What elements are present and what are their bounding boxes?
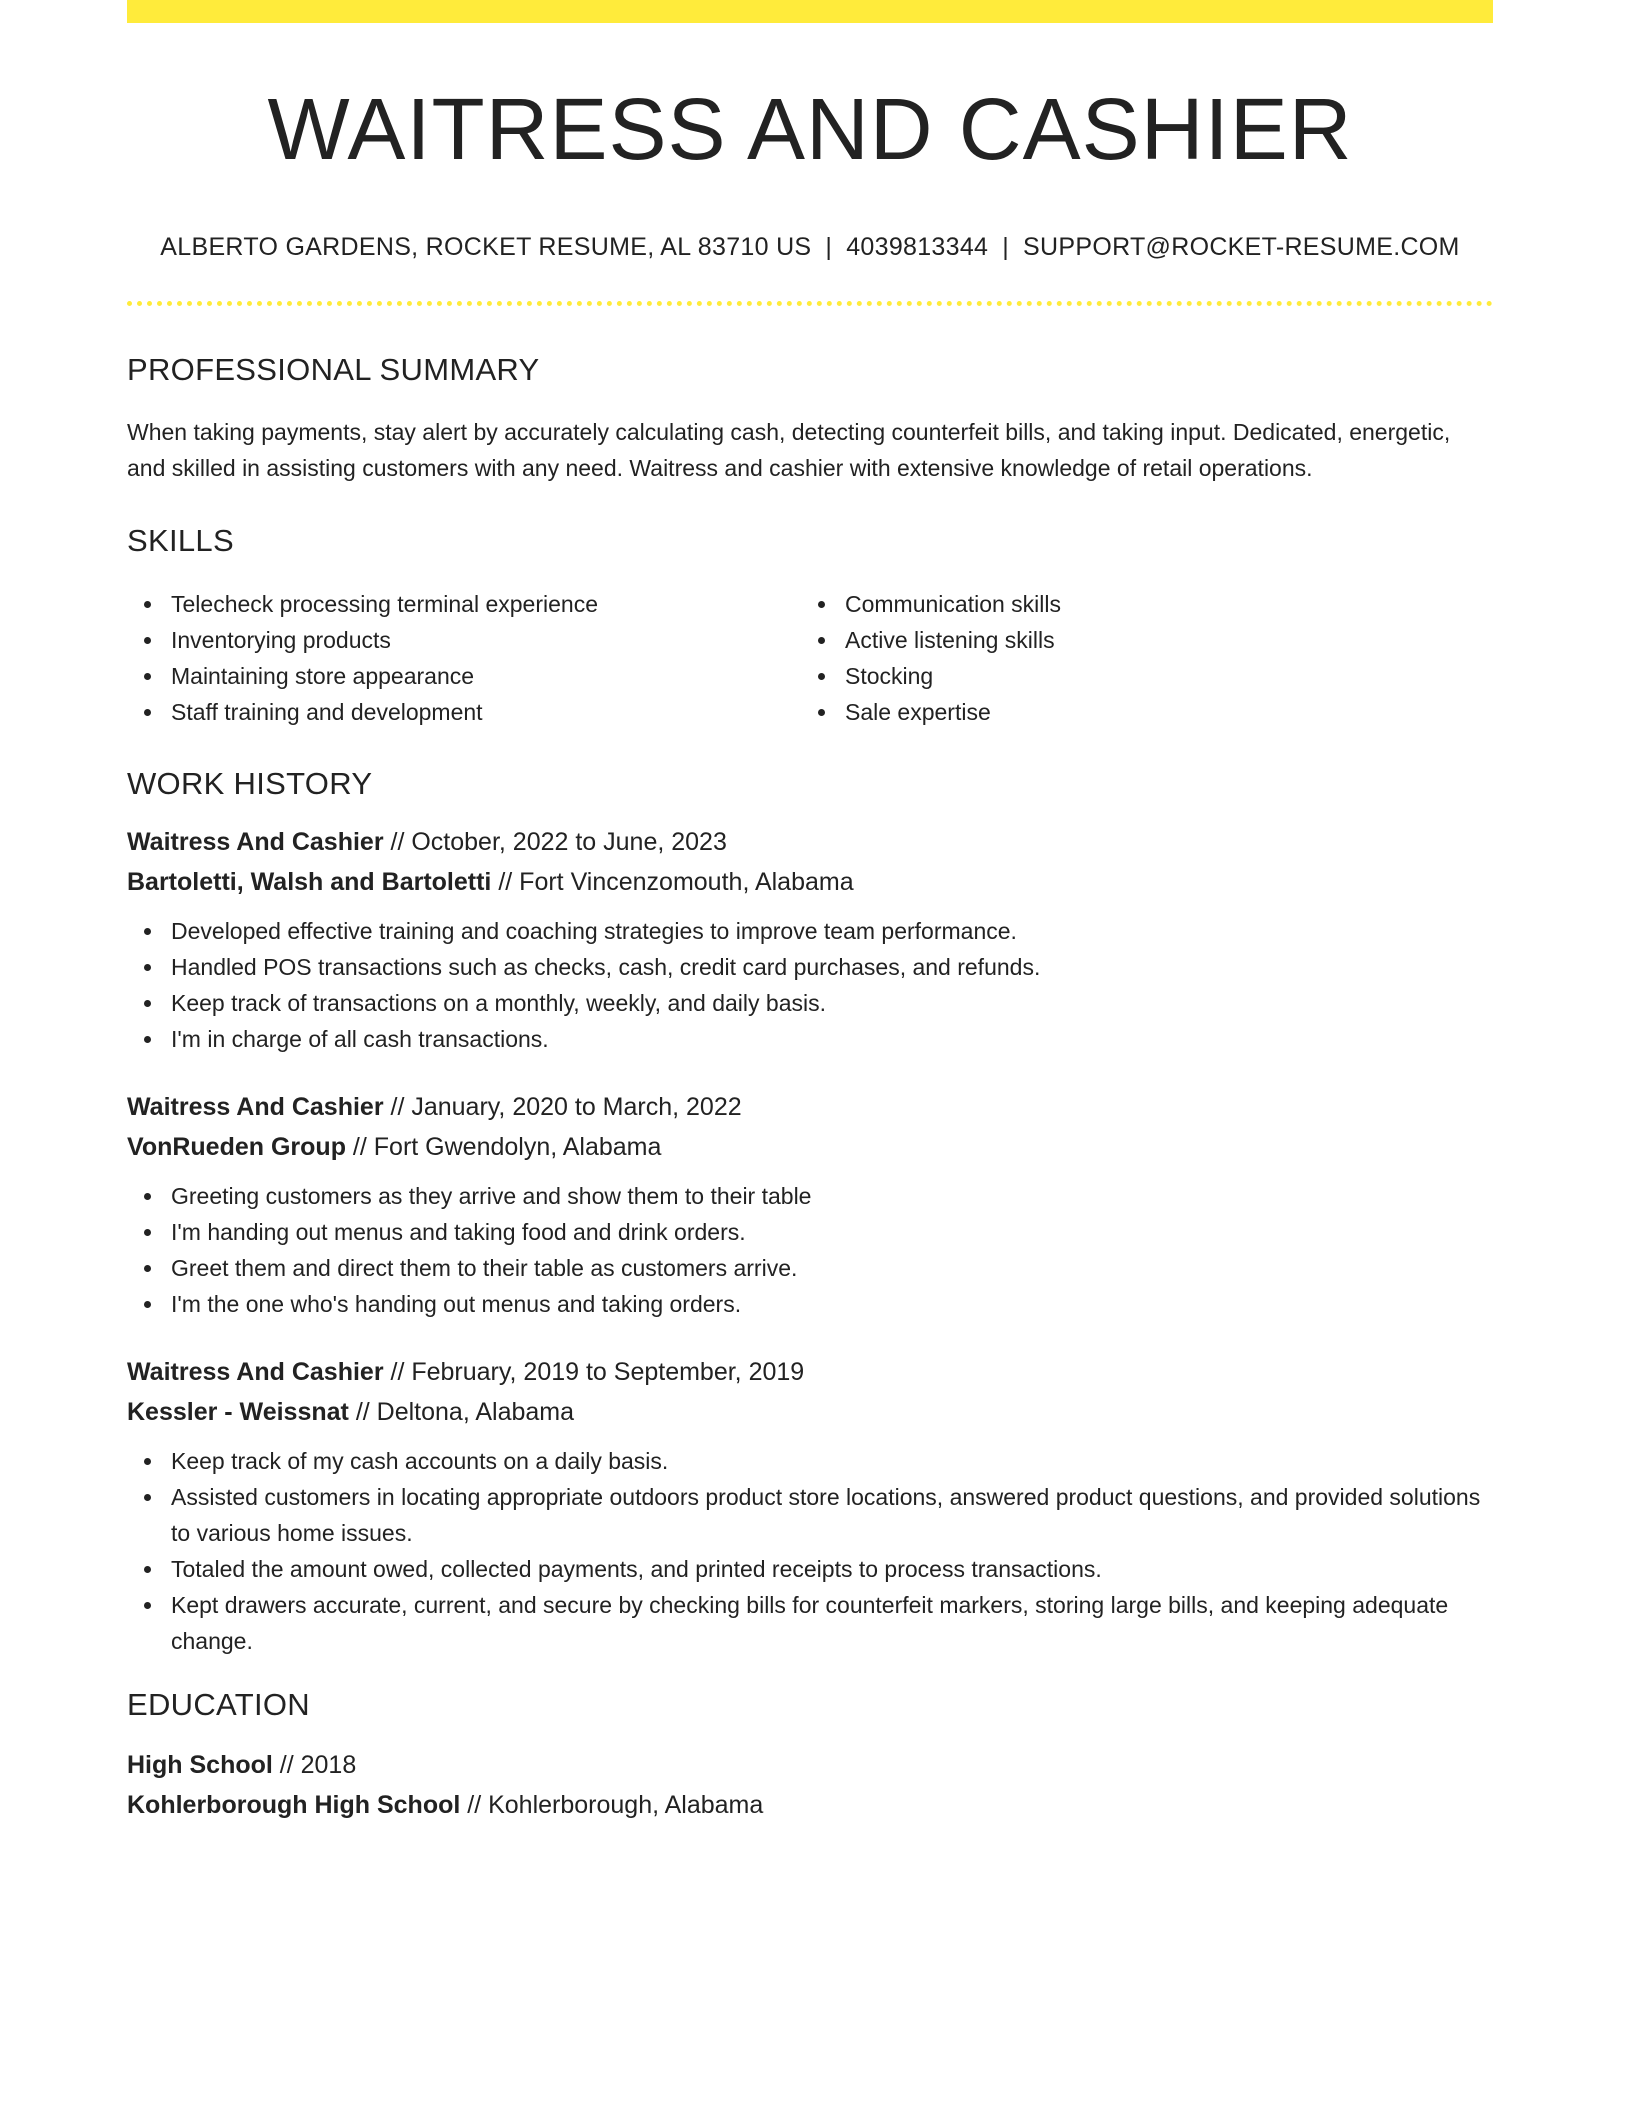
job-bullet-list [127, 913, 1493, 1057]
job-entry [127, 1353, 1493, 1659]
skill-item: Telecheck processing terminal experience [127, 586, 801, 622]
job-company-line [127, 1393, 1493, 1431]
job-dates: // January, 2020 to March, 2022 [383, 1093, 742, 1121]
contact-address: ALBERTO GARDENS, ROCKET RESUME, AL 83710 US [160, 233, 812, 261]
job-company: Kessler - Weissnat [127, 1398, 349, 1426]
job-bullet: Totaled the amount owed, collected payments, and printed receipts to process transactions. [127, 1551, 1493, 1587]
job-company-line [127, 863, 1493, 901]
contact-separator: | [1002, 233, 1010, 261]
job-bullet: Greet them and direct them to their table as customers arrive. [127, 1250, 1493, 1286]
job-bullet: Keep track of my cash accounts on a daily basis. [127, 1443, 1493, 1479]
job-bullet: Developed effective training and coaching strategies to improve team performance. [127, 913, 1493, 949]
job-dates: // February, 2019 to September, 2019 [383, 1358, 805, 1386]
skill-item: Staff training and development [127, 694, 801, 730]
job-bullet-list [127, 1443, 1493, 1659]
skill-item: Inventorying products [127, 622, 801, 658]
job-title: Waitress And Cashier [127, 828, 384, 856]
skill-item: Stocking [801, 658, 1475, 694]
job-title-line [127, 1353, 1493, 1391]
job-company: Bartoletti, Walsh and Bartoletti [127, 868, 492, 896]
resume-page [127, 0, 1493, 1824]
skills-heading: SKILLS [127, 523, 234, 558]
education-school-line [127, 1786, 1493, 1824]
education-degree: High School [127, 1751, 273, 1779]
job-title-line [127, 823, 1493, 861]
education-school: Kohlerborough High School [127, 1791, 461, 1819]
skills-list-left [127, 586, 801, 730]
resume-title: WAITRESS AND CASHIER [267, 81, 1353, 178]
education-location: // Kohlerborough, Alabama [460, 1791, 764, 1819]
education-heading: EDUCATION [127, 1687, 310, 1722]
job-entry [127, 1088, 1493, 1322]
skill-item: Maintaining store appearance [127, 658, 801, 694]
job-location: // Deltona, Alabama [348, 1398, 575, 1426]
job-title: Waitress And Cashier [127, 1358, 384, 1386]
job-bullet: I'm the one who's handing out menus and taking orders. [127, 1286, 1493, 1322]
top-accent-bar [127, 0, 1493, 23]
job-location: // Fort Vincenzomouth, Alabama [491, 868, 854, 896]
work-history-heading: WORK HISTORY [127, 766, 373, 801]
job-entry [127, 823, 1493, 1057]
education-year: // 2018 [272, 1751, 357, 1779]
job-dates: // October, 2022 to June, 2023 [383, 828, 727, 856]
job-bullet: Handled POS transactions such as checks, cash, credit card purchases, and refunds. [127, 949, 1493, 985]
job-company: VonRueden Group [127, 1133, 346, 1161]
skill-item: Sale expertise [801, 694, 1475, 730]
job-bullet: Keep track of transactions on a monthly, weekly, and daily basis. [127, 985, 1493, 1021]
contact-line [127, 235, 1493, 260]
job-location: // Fort Gwendolyn, Alabama [345, 1133, 662, 1161]
job-bullet: I'm handing out menus and taking food and drink orders. [127, 1214, 1493, 1250]
job-bullet: Greeting customers as they arrive and show them to their table [127, 1178, 1493, 1214]
skills-grid [127, 586, 1493, 730]
contact-email: SUPPORT@ROCKET-RESUME.COM [1023, 233, 1460, 261]
summary-text: When taking payments, stay alert by accurately calculating cash, detecting counterfeit bills, and taking input. Dedicated, energetic, and skilled in assisting customers with any need. Waitress and cashier with extensive knowledge of retail operations. [127, 419, 1451, 481]
skill-item: Active listening skills [801, 622, 1475, 658]
job-bullet: Kept drawers accurate, current, and secure by checking bills for counterfeit markers, storing large bills, and keeping adequate change. [127, 1587, 1493, 1659]
dotted-divider [127, 301, 1493, 306]
job-title: Waitress And Cashier [127, 1093, 384, 1121]
job-bullet: I'm in charge of all cash transactions. [127, 1021, 1493, 1057]
job-bullet-list [127, 1178, 1493, 1322]
job-bullet: Assisted customers in locating appropriate outdoors product store locations, answered product questions, and provided solutions to various home issues. [127, 1479, 1493, 1551]
contact-separator: | [825, 233, 833, 261]
summary-heading: PROFESSIONAL SUMMARY [127, 352, 540, 387]
skills-list-right [801, 586, 1475, 730]
skill-item: Communication skills [801, 586, 1475, 622]
education-degree-line [127, 1746, 1493, 1784]
contact-phone: 4039813344 [846, 233, 989, 261]
job-company-line [127, 1128, 1493, 1166]
job-title-line [127, 1088, 1493, 1126]
